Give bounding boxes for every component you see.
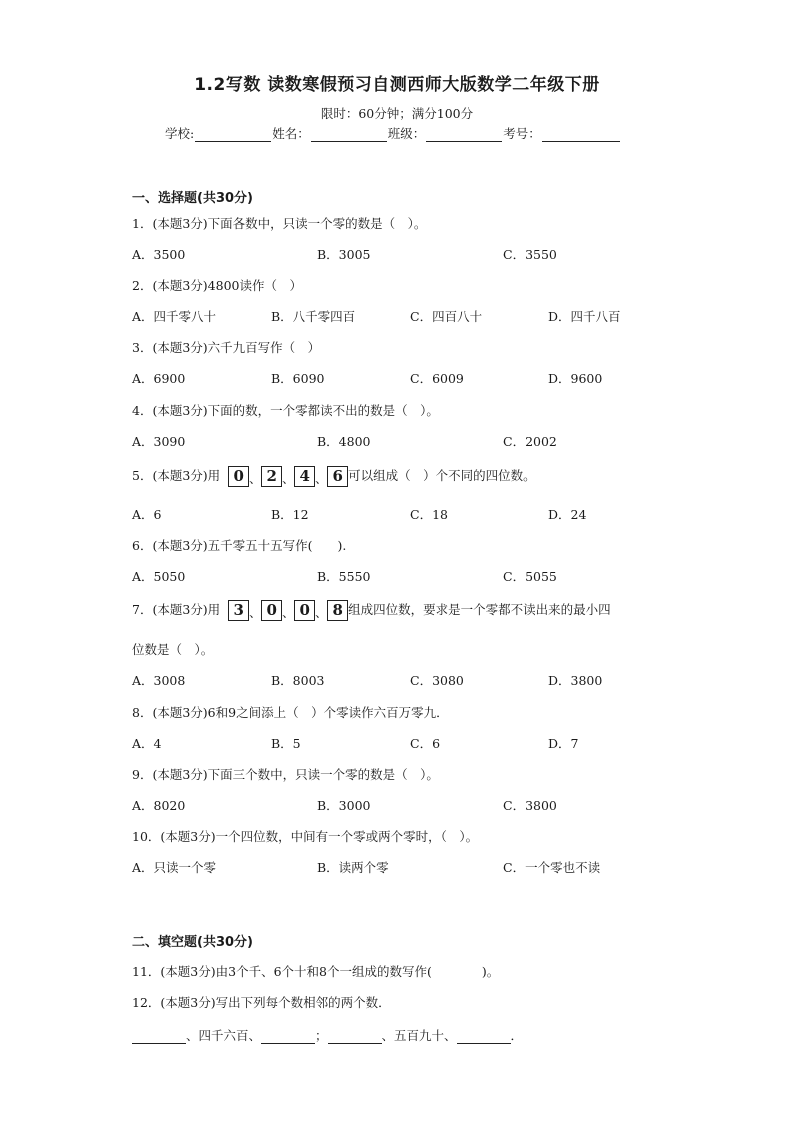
q1-option-c[interactable]: C．3550 bbox=[503, 247, 557, 262]
student-info-row bbox=[165, 124, 621, 142]
q7-prefix: 7．(本题3分)用 bbox=[132, 602, 221, 617]
q9-option-b[interactable]: B．3000 bbox=[317, 798, 371, 813]
time-limit-note: 限时：60分钟；满分100分 bbox=[320, 106, 474, 121]
q8-option-a[interactable]: A．4 bbox=[132, 736, 162, 751]
q3-option-d[interactable]: D．9600 bbox=[548, 371, 603, 386]
school-field[interactable] bbox=[195, 129, 271, 142]
q7-option-d[interactable]: D．3800 bbox=[548, 673, 603, 688]
question-8: 8．(本题3分)6和9之间添上（ ）个零读作六百万零九． bbox=[132, 705, 449, 720]
q5-digit-cards: 0 、 2 、 4 、 6 bbox=[228, 466, 348, 487]
q7-option-c[interactable]: C．3080 bbox=[410, 673, 464, 688]
section-heading-fill: 二、填空题(共30分) bbox=[132, 935, 253, 950]
q2-option-a[interactable]: A．四千零八十 bbox=[132, 309, 217, 324]
digit-card: 2 bbox=[261, 466, 282, 487]
digit-card: 8 bbox=[327, 600, 348, 621]
question-4: 4．(本题3分)下面的数，一个零都读不出的数是（ ）。 bbox=[132, 403, 439, 418]
digit-card: 0 bbox=[228, 466, 249, 487]
class-field[interactable] bbox=[426, 129, 502, 142]
question-7-line2: 位数是（ ）。 bbox=[132, 642, 214, 657]
q2-option-d[interactable]: D．四千八百 bbox=[548, 309, 621, 324]
q4-option-b[interactable]: B．4800 bbox=[317, 434, 371, 449]
q7-option-b[interactable]: B．8003 bbox=[271, 673, 325, 688]
id-field[interactable] bbox=[542, 129, 620, 142]
q3-option-a[interactable]: A．6900 bbox=[132, 371, 186, 386]
q4-option-a[interactable]: A．3090 bbox=[132, 434, 186, 449]
q12-blank-1[interactable] bbox=[132, 1031, 186, 1044]
q1-option-b[interactable]: B．3005 bbox=[317, 247, 371, 262]
question-3: 3．(本题3分)六千九百写作（ ） bbox=[132, 340, 321, 355]
question-1: 1．(本题3分)下面各数中，只读一个零的数是（ ）。 bbox=[132, 216, 427, 231]
digit-card: 6 bbox=[327, 466, 348, 487]
question-7 bbox=[132, 600, 611, 621]
q2-option-b[interactable]: B．八千零四百 bbox=[271, 309, 356, 324]
question-9: 9．(本题3分)下面三个数中，只读一个零的数是（ ）。 bbox=[132, 767, 439, 782]
q7-option-a[interactable]: A．3008 bbox=[132, 673, 186, 688]
q8-option-b[interactable]: B．5 bbox=[271, 736, 301, 751]
digit-card: 0 bbox=[294, 600, 315, 621]
q1-option-a[interactable]: A．3500 bbox=[132, 247, 186, 262]
q5-option-b[interactable]: B．12 bbox=[271, 507, 309, 522]
q10-option-c[interactable]: C．一个零也不读 bbox=[503, 860, 601, 875]
q5-option-a[interactable]: A．6 bbox=[132, 507, 162, 522]
id-label: 考号： bbox=[503, 126, 541, 141]
q5-option-d[interactable]: D．24 bbox=[548, 507, 587, 522]
digit-card: 0 bbox=[261, 600, 282, 621]
q3-option-c[interactable]: C．6009 bbox=[410, 371, 464, 386]
name-field[interactable] bbox=[311, 129, 387, 142]
q9-option-c[interactable]: C．3800 bbox=[503, 798, 557, 813]
question-5 bbox=[132, 466, 536, 487]
q7-suffix: 组成四位数，要求是一个零都不读出来的最小四 bbox=[348, 602, 611, 617]
question-2: 2．(本题3分)4800读作（ ） bbox=[132, 278, 302, 293]
q8-option-d[interactable]: D．7 bbox=[548, 736, 579, 751]
q12-answer-row: 、四千六百、 ； 、五百九十、 ． bbox=[132, 1026, 523, 1044]
q5-suffix: 可以组成（ ）个不同的四位数。 bbox=[348, 468, 536, 483]
q10-option-a[interactable]: A．只读一个零 bbox=[132, 860, 217, 875]
q6-option-c[interactable]: C．5055 bbox=[503, 569, 557, 584]
section-heading-choice: 一、选择题(共30分) bbox=[132, 191, 253, 206]
question-6: 6．(本题3分)五千零五十五写作( ). bbox=[132, 538, 347, 553]
q7-digit-cards: 3 、 0 、 0 、 8 bbox=[228, 600, 348, 621]
q3-option-b[interactable]: B．6090 bbox=[271, 371, 325, 386]
q5-option-c[interactable]: C．18 bbox=[410, 507, 448, 522]
q6-option-b[interactable]: B．5550 bbox=[317, 569, 371, 584]
q12-blank-3[interactable] bbox=[328, 1031, 382, 1044]
q12-blank-4[interactable] bbox=[457, 1031, 511, 1044]
question-10: 10．(本题3分)一个四位数，中间有一个零或两个零时，（ ）。 bbox=[132, 829, 479, 844]
q9-option-a[interactable]: A．8020 bbox=[132, 798, 186, 813]
question-12: 12．(本题3分)写出下列每个数相邻的两个数． bbox=[132, 995, 391, 1010]
q5-prefix: 5．(本题3分)用 bbox=[132, 468, 221, 483]
q6-option-a[interactable]: A．5050 bbox=[132, 569, 186, 584]
q8-option-c[interactable]: C．6 bbox=[410, 736, 441, 751]
name-label: 姓名： bbox=[272, 126, 310, 141]
class-label: 班级： bbox=[387, 126, 426, 141]
q12-blank-2[interactable] bbox=[261, 1031, 315, 1044]
q2-option-c[interactable]: C．四百八十 bbox=[410, 309, 483, 324]
question-11: 11．(本题3分)由3个千、6个十和8个一组成的数写作( )。 bbox=[132, 964, 500, 979]
q4-option-c[interactable]: C．2002 bbox=[503, 434, 557, 449]
page-title: 1.2写数 读数寒假预习自测西师大版数学二年级下册 bbox=[194, 75, 600, 95]
school-label: 学校: bbox=[165, 126, 195, 141]
digit-card: 3 bbox=[228, 600, 249, 621]
q10-option-b[interactable]: B．读两个零 bbox=[317, 860, 389, 875]
digit-card: 4 bbox=[294, 466, 315, 487]
